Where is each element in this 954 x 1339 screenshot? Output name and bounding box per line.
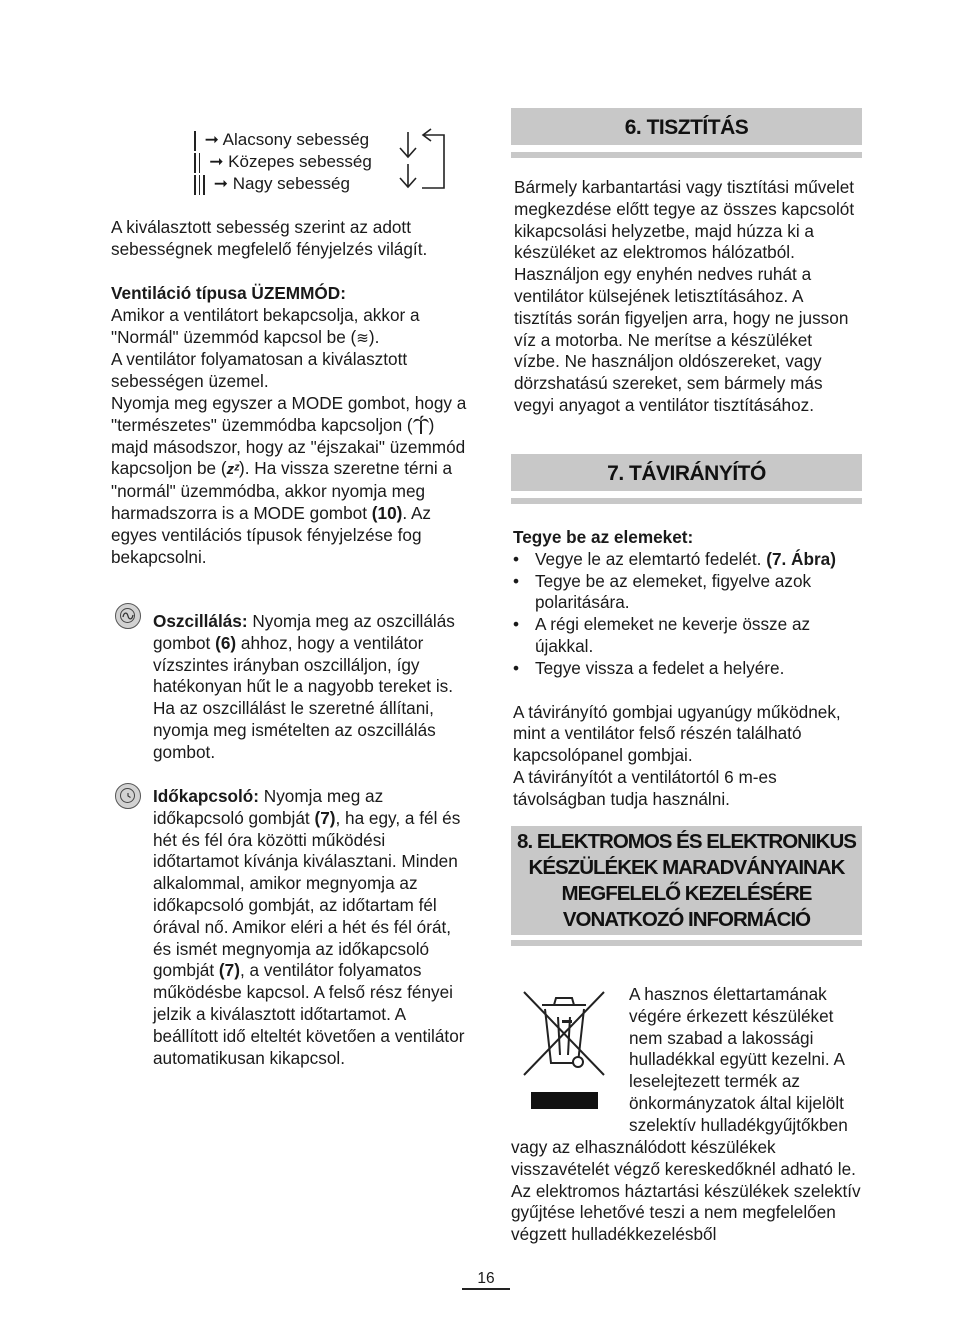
remote-title-rule bbox=[511, 498, 862, 504]
bar-1 bbox=[194, 131, 196, 151]
timer-heading: Időkapcsoló: bbox=[153, 786, 260, 806]
palm-tree-icon bbox=[413, 415, 429, 434]
timer-text-3: , a ventilátor folyamatos működésbe kapcsol. A felső rész fényei jelzik a kiválasztott időtartamot. A beállított idő elteltét követően a ventilátor automatikusan kikapcsol. bbox=[153, 960, 465, 1068]
bullet-1-text: Vegye le az elemtartó fedelét. bbox=[535, 548, 767, 569]
page-number: 16 bbox=[477, 1270, 495, 1287]
clock-hands-icon bbox=[123, 791, 133, 801]
figure-ref: (7. Ábra) bbox=[766, 548, 836, 569]
page-number-rule bbox=[462, 1288, 510, 1290]
remote-title: 7. TÁVIRÁNYÍTÓ bbox=[511, 454, 862, 491]
mode-section bbox=[111, 283, 471, 568]
list-item: • A régi elemeket ne keverje össze az újakkal. bbox=[511, 614, 861, 658]
speed-note: A kiválasztott sebesség szerint az adott sebességnek megfelelő fényjelzés világít. bbox=[111, 217, 428, 259]
batteries-heading: Tegye be az elemeket: bbox=[513, 527, 694, 547]
list-item: • Tegye vissza a fedelet a helyére. bbox=[511, 658, 861, 680]
arrow-icon: ➞ bbox=[204, 130, 219, 149]
cleaning-title-rule bbox=[511, 152, 862, 158]
mode-paragraph-2: A ventilátor folyamatosan a kiválasztott sebességen üzemel. bbox=[111, 349, 408, 392]
weee-text-side: A hasznos élettartamának végére érkezett készüléket nem szabad a lakossági hulladékkal együtt kezelni. A leselejtezett termék az önkormányzatok által kijelölt szelektív hulladékgyűjtőkben bbox=[629, 984, 848, 1135]
remote-section bbox=[511, 527, 861, 811]
bar-3 bbox=[203, 175, 205, 195]
speed-label-low: Alacsony sebesség bbox=[222, 130, 370, 149]
remote-paragraph-2: A távirányítót a ventilátortól 6 m-es távolságban tudja használni. bbox=[513, 766, 777, 809]
timer-text bbox=[153, 786, 468, 1069]
oscillation-text-2: ahhoz, hogy a ventilátor vízszintes irányban oszcilláljon, így hatékonyan hűt le a nagyobb tereket is. Ha az oszcillálást le szeretné állítani, nyomja meg ismételten az oszcillálás gombot. bbox=[153, 632, 454, 762]
mode-p3-text-a: Nyomja meg egyszer a MODE gombot, hogy a "természetes" üzemmódba kapcsoljon ( bbox=[111, 392, 467, 435]
bar-1 bbox=[194, 153, 196, 173]
list-item bbox=[511, 549, 861, 571]
mode-button-ref: (10) bbox=[371, 502, 403, 523]
mode-heading: Ventiláció típusa ÜZEMMÓD: bbox=[111, 283, 346, 303]
speed-row-low bbox=[194, 129, 369, 151]
normal-mode-icon: ≋ bbox=[356, 329, 369, 347]
mode-p1-text: Amikor a ventilátort bekapcsolja, akkor a "Normál" üzemmód kapcsol be ( bbox=[111, 304, 420, 347]
weee-text-full: vagy az elhasználódott készülékek visszavételét végző kereskedőknél adható le. Az elektromos háztartási készülékek szelektív gyűjtése lehetővé teszi a nem megfelelően végzett hulladékkezelésből bbox=[511, 1137, 861, 1245]
mode-p3-text-d: . Az egyes ventilációs típusok fényjelzése fog bekapcsolni. bbox=[111, 502, 432, 567]
speed-row-medium bbox=[194, 151, 372, 173]
crossed-bin-icon bbox=[520, 989, 608, 1111]
timer-text-1: Nyomja meg az időkapcsoló gombját bbox=[153, 786, 384, 828]
bar-1 bbox=[194, 175, 196, 195]
bar-2 bbox=[199, 153, 201, 173]
cleaning-title: 6. TISZTÍTÁS bbox=[511, 108, 862, 145]
speed-label-high: Nagy sebesség bbox=[232, 174, 350, 193]
oscillation-icon bbox=[115, 603, 141, 629]
timer-button-ref-1: (7) bbox=[314, 807, 336, 828]
timer-text-2: , ha egy, a fél és hét és fél óra közötti működési időtartamot kívánja kiválasztani. Minden alkalommal, amikor megnyomja az időkapcsoló gombját, az időtartam fél órával nő. Amikor eléri a hét és fél órát, és ismét megnyomja az időkapcsoló gombját bbox=[153, 807, 461, 981]
oscillation-text bbox=[153, 611, 468, 764]
speed-cycle-arrows-icon bbox=[396, 126, 452, 192]
timer-icon bbox=[115, 783, 141, 809]
mode-p1-end: ). bbox=[368, 326, 380, 347]
night-mode-icon: zᶻ bbox=[226, 461, 240, 479]
arrow-icon: ➞ bbox=[209, 152, 224, 171]
remote-paragraph-1: A távirányító gombjai ugyanúgy működnek, mint a ventilátor felső részén található kapcsolópanel gombjai. bbox=[513, 701, 841, 766]
timer-button-ref-2: (7) bbox=[218, 960, 240, 981]
mode-p3-text-c: ). Ha vissza szeretne térni a "normál" üzemmódba, akkor nyomja meg harmadszorra is a MODE gombot bbox=[111, 458, 453, 523]
speed-label-medium: Közepes sebesség bbox=[228, 152, 372, 171]
weee-title: 8. ELEKTROMOS ÉS ELEKTRONIKUS KÉSZÜLÉKEK MARADVÁNYAINAK MEGFELELŐ KEZELÉSÉRE VONATKOZÓ INFORMÁCIÓ bbox=[511, 826, 862, 935]
mode-paragraph-1 bbox=[111, 305, 471, 350]
cleaning-text: Bármely karbantartási vagy tisztítási művelet megkezdése előtt tegye az összes kapcsolót kikapcsolási helyzetbe, majd húzza ki a készüléket az elektromos hálózatból. Használjon egy enyhén nedves ruhát a ventilátor külsejének letisztításához. A tisztítás során figyeljen arra, hogy ne jusson víz a motorba. Ne merítse a készüléket vízbe. Ne használjon oldószereket, vagy dörzshatású szereket, sem bármely más vegyi anyagot a ventilátor tisztításához. bbox=[514, 177, 855, 415]
speed-row-high bbox=[194, 173, 350, 195]
oscillation-heading: Oszcillálás: bbox=[153, 611, 248, 631]
oscillation-text-1: Nyomja meg az oszcillálás gombot bbox=[153, 611, 455, 653]
bar-2 bbox=[199, 175, 201, 195]
arrow-icon: ➞ bbox=[213, 174, 229, 193]
mode-p3-text-b: ) majd másodszor, hogy az "éjszakai" üzemmód kapcsoljon be ( bbox=[111, 414, 466, 479]
list-item: • Tegye be az elemeket, figyelve azok polaritására. bbox=[511, 571, 861, 615]
batteries-list bbox=[511, 549, 861, 680]
oscillation-button-ref: (6) bbox=[215, 632, 237, 653]
weee-title-rule bbox=[511, 940, 862, 946]
mode-paragraph-3 bbox=[111, 393, 471, 568]
oscillation-arrows-icon bbox=[122, 611, 134, 621]
